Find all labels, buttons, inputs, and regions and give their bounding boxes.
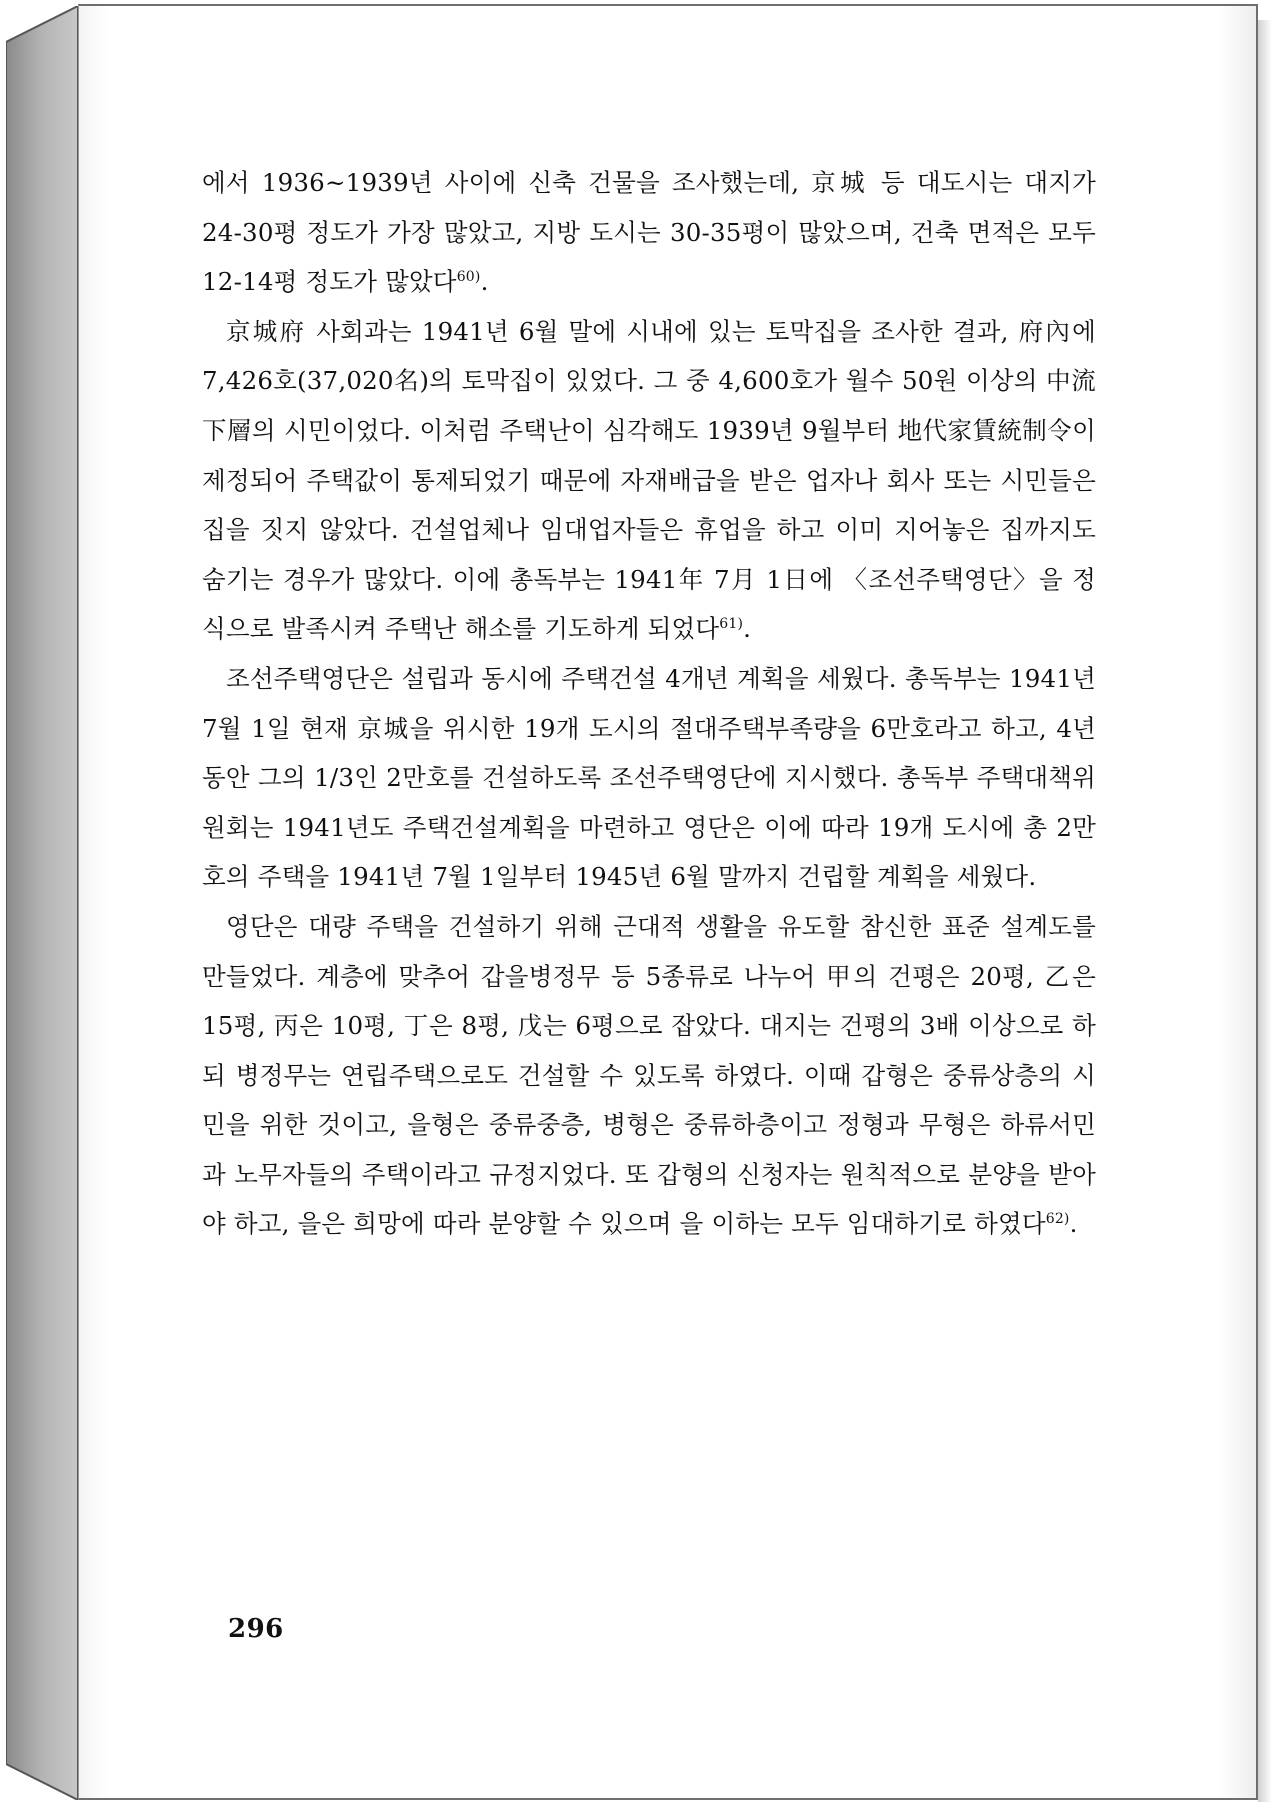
footnote-ref-62: 62) <box>1045 1211 1070 1228</box>
paragraph-3 <box>202 654 1096 902</box>
book-spine <box>6 6 80 1800</box>
footnote-ref-60: 60) <box>456 269 481 286</box>
paragraph-2-end: . <box>743 614 752 644</box>
page-number: 296 <box>228 1614 284 1644</box>
paragraph-1-end: . <box>480 267 489 297</box>
paragraph-3-text: 조선주택영단은 설립과 동시에 주택건설 4개년 계획을 세웠다. 총독부는 1941년 7월 1일 현재 京城을 위시한 19개 도시의 절대주택부족량을 6만호라고 하고, 4년 동안 그의 1/3인 2만호를 건설하도록 조선주택영단에 지시했다. 총독부 주택대책위원회는 1941년도 주택건설계획을 마련하고 영단은 이에 따라 19개 도시에 총 2만 호의 주택을 1941년 7월 1일부터 1945년 6월 말까지 건립할 계획을 세웠다. <box>202 663 1096 892</box>
footnote-ref-61: 61) <box>719 616 744 633</box>
paragraph-4-text: 영단은 대량 주택을 건설하기 위해 근대적 생활을 유도할 참신한 표준 설계도를 만들었다. 계층에 맞추어 갑을병정무 등 5종류로 나누어 甲의 건평은 20평, 乙은 15평, 丙은 10평, 丁은 8평, 戊는 6평으로 잡았다. 대지는 건평의 3배 이상으로 하되 병정무는 연립주택으로도 건설할 수 있도록 하였다. 이때 갑형은 중류상층의 시민을 위한 것이고, 을형은 중류중층, 병형은 중류하층이고 정형과 무형은 하류서민과 노무자들의 주택이라고 규정지었다. 또 갑형의 신청자는 원칙적으로 분양을 받아야 하고, 을은 희망에 따라 분양할 수 있으며 을 이하는 모두 임대하기로 하였다 <box>202 911 1096 1239</box>
paragraph-2-text: 京城府 사회과는 1941년 6월 말에 시내에 있는 토막집을 조사한 결과, 府內에 7,426호(37,020名)의 토막집이 있었다. 그 중 4,600호가 월수 50원 이상의 中流下層의 시민이었다. 이처럼 주택난이 심각해도 1939년 9월부터 地代家賃統制令이 제정되어 주택값이 통제되었기 때문에 자재배급을 받은 업자나 회사 또는 시민들은 집을 짓지 않았다. 건설업체나 임대업자들은 휴업을 하고 이미 지어놓은 집까지도 숨기는 경우가 많았다. 이에 총독부는 1941年 7月 1日에 〈조선주택영단〉을 정식으로 발족시켜 주택난 해소를 기도하게 되었다 <box>202 316 1096 644</box>
paragraph-4 <box>202 902 1096 1249</box>
paragraph-2 <box>202 307 1096 654</box>
page-edge-shadow <box>1258 20 1272 1802</box>
paragraph-1 <box>202 158 1096 307</box>
body-text <box>202 158 1096 1249</box>
paragraph-4-end: . <box>1069 1209 1078 1239</box>
paragraph-1-text: 에서 1936~1939년 사이에 신축 건물을 조사했는데, 京城 등 대도시는 대지가 24-30평 정도가 가장 많았고, 지방 도시는 30-35평이 많았으며, 건축 면적은 모두 12-14평 정도가 많았다 <box>202 168 1096 297</box>
